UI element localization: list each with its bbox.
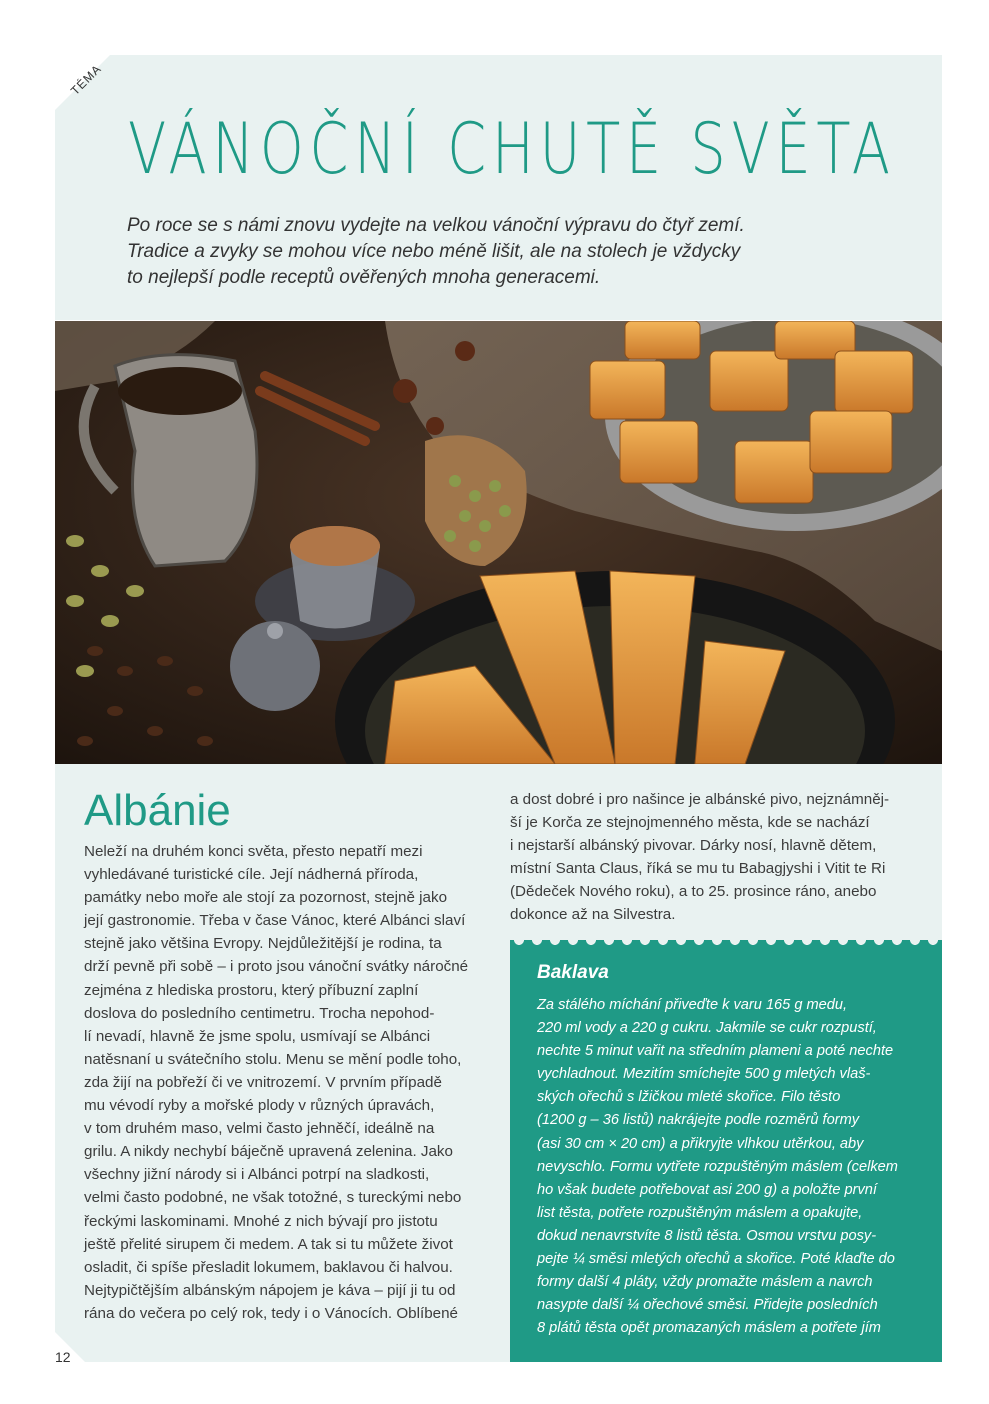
text-line: ještě přelité sirupem či medem. A tak si tu můžete život: [84, 1235, 453, 1253]
text-line: drží pevně při sobě – i proto jsou vánoční svátky náročné: [84, 958, 469, 976]
section-heading: Albánie: [84, 786, 231, 835]
photo-illustration: [55, 321, 942, 764]
recipe-line: ských ořechů s lžičkou mleté skořice. Filo těsto: [537, 1089, 841, 1106]
text-line: místní Santa Claus, říká se mu tu Babagjyshi i Vitit te Ri: [510, 860, 886, 878]
text-line: zda žijí na pobřeží či ve vnitrozemí. V prvním případě: [84, 1073, 442, 1091]
text-line: a dost dobré i pro našince je albánské pivo, nejznámněj-: [510, 791, 890, 808]
text-line: její gastronomie. Třeba v čase Vánoc, které Albánci slaví: [84, 912, 466, 930]
text-line: ší je Korča ze stejnojmenného města, kde se nachází: [510, 814, 870, 832]
lead-line: Po roce se s námi znovu vydejte na velkou vánoční výpravu do čtyř zemí.: [127, 215, 745, 236]
recipe-title: Baklava: [537, 962, 609, 983]
recipe-line: pejte ¼ směsi mletých ořechů a skořice. Poté klaďte do: [537, 1251, 895, 1268]
text-line: grilu. A nikdy nechybí báječně upravená zelenina. Jako: [84, 1143, 453, 1161]
text-line: v tom druhém maso, velmi často jehněčí, ideálně na: [84, 1120, 435, 1138]
text-line: všechny jižní národy si i Albánci potrpí na sladkosti,: [84, 1166, 430, 1184]
recipe-line: 8 plátů těsta opět promazaných máslem a potřete jím: [537, 1320, 881, 1337]
text-line: lí nevadí, hlavně že jsme spolu, usmívají se Albánci: [84, 1027, 431, 1045]
text-line: velmi často podobné, ne však totožné, s tureckými nebo: [84, 1189, 462, 1207]
text-line: dokonce až na Silvestra.: [510, 906, 676, 924]
lead-paragraph: [127, 213, 847, 291]
lead-line: Tradice a zvyky se mohou více nebo méně lišit, ale na stolech je vždycky: [127, 241, 741, 262]
page-number: 12: [55, 1349, 71, 1365]
recipe-line: list těsta, potřete rozpuštěným máslem a opakujte,: [537, 1204, 863, 1221]
recipe-line: (1200 g – 36 listů) nakrájejte podle rozměrů formy: [537, 1112, 860, 1129]
text-line: natěsnaní u svátečního stolu. Menu se mění podle toho,: [84, 1050, 462, 1068]
recipe-line: 220 ml vody a 220 g cukru. Jakmile se cukr rozpustí,: [537, 1020, 877, 1037]
page-title: VÁNOČNÍ CHUTĚ SVĚTA: [128, 108, 896, 190]
recipe-line: dokud nenavrstvíte 8 listů těsta. Osmou vrstvu posy-: [537, 1227, 877, 1244]
text-line: zejména z hlediska prostoru, který příbuzní zaplní: [84, 981, 419, 999]
text-line: Nejtypičtějším albánským nápojem je káva – pijí ji tu od: [84, 1281, 456, 1299]
lead-line: to nejlepší podle receptů ověřených mnoha generacemi.: [127, 267, 601, 288]
text-line: (Dědeček Nového roku), a to 25. prosince ráno, anebo: [510, 883, 877, 901]
recipe-line: (asi 30 cm × 20 cm) a přikryjte vlhkou utěrkou, aby: [537, 1135, 864, 1152]
recipe-line: nevyschlo. Formu vytřete rozpuštěným máslem (celkem: [537, 1158, 898, 1175]
baklava-coffee-photo: [55, 321, 942, 764]
text-line: osladit, či spíše přesladit lokumem, baklavou či halvou.: [84, 1258, 453, 1276]
recipe-line: ho však budete potřebovat asi 200 g) a položte první: [537, 1181, 877, 1198]
text-line: i nejstarší albánský pivovar. Dárky nosí, hlavně dětem,: [510, 837, 877, 855]
text-line: doslova do posledního centimetru. Trocha nepohod-: [84, 1004, 435, 1022]
recipe-line: nechte 5 minut vařit na středním plameni a poté nechte: [537, 1043, 894, 1060]
text-line: stejně jako většina Evropy. Nejdůležitější je rodina, ta: [84, 935, 442, 953]
recipe-line: nasypte další ¼ ořechové směsi. Přidejte posledních: [537, 1297, 878, 1314]
recipe-line: vychladnout. Mezitím smíchejte 500 g mletých vlaš-: [537, 1066, 871, 1083]
text-line: vyhledávané turistické cíle. Její nádherná příroda,: [84, 866, 419, 884]
text-line: řeckými laskominami. Mnohé z nich bývají pro jistotu: [84, 1212, 438, 1230]
recipe-line: Za stálého míchání přiveďte k varu 165 g medu,: [537, 997, 848, 1013]
text-line: Neleží na druhém konci světa, přesto nepatří mezi: [84, 843, 423, 860]
text-line: mu vévodí ryby a mořské plody v různých úpravách,: [84, 1097, 435, 1115]
recipe-instructions: [537, 994, 927, 1340]
section-tag: TÉMA: [68, 61, 105, 98]
article-column-right: [510, 788, 920, 927]
article-column-left: [84, 840, 494, 1325]
text-line: rána do večera po celý rok, tedy i o Vánocích. Oblíbené: [84, 1304, 458, 1322]
recipe-line: formy další 4 pláty, vždy promažte máslem a navrch: [537, 1274, 873, 1291]
text-line: památky nebo moře ale stojí za pozornost, stejně jako: [84, 889, 448, 907]
